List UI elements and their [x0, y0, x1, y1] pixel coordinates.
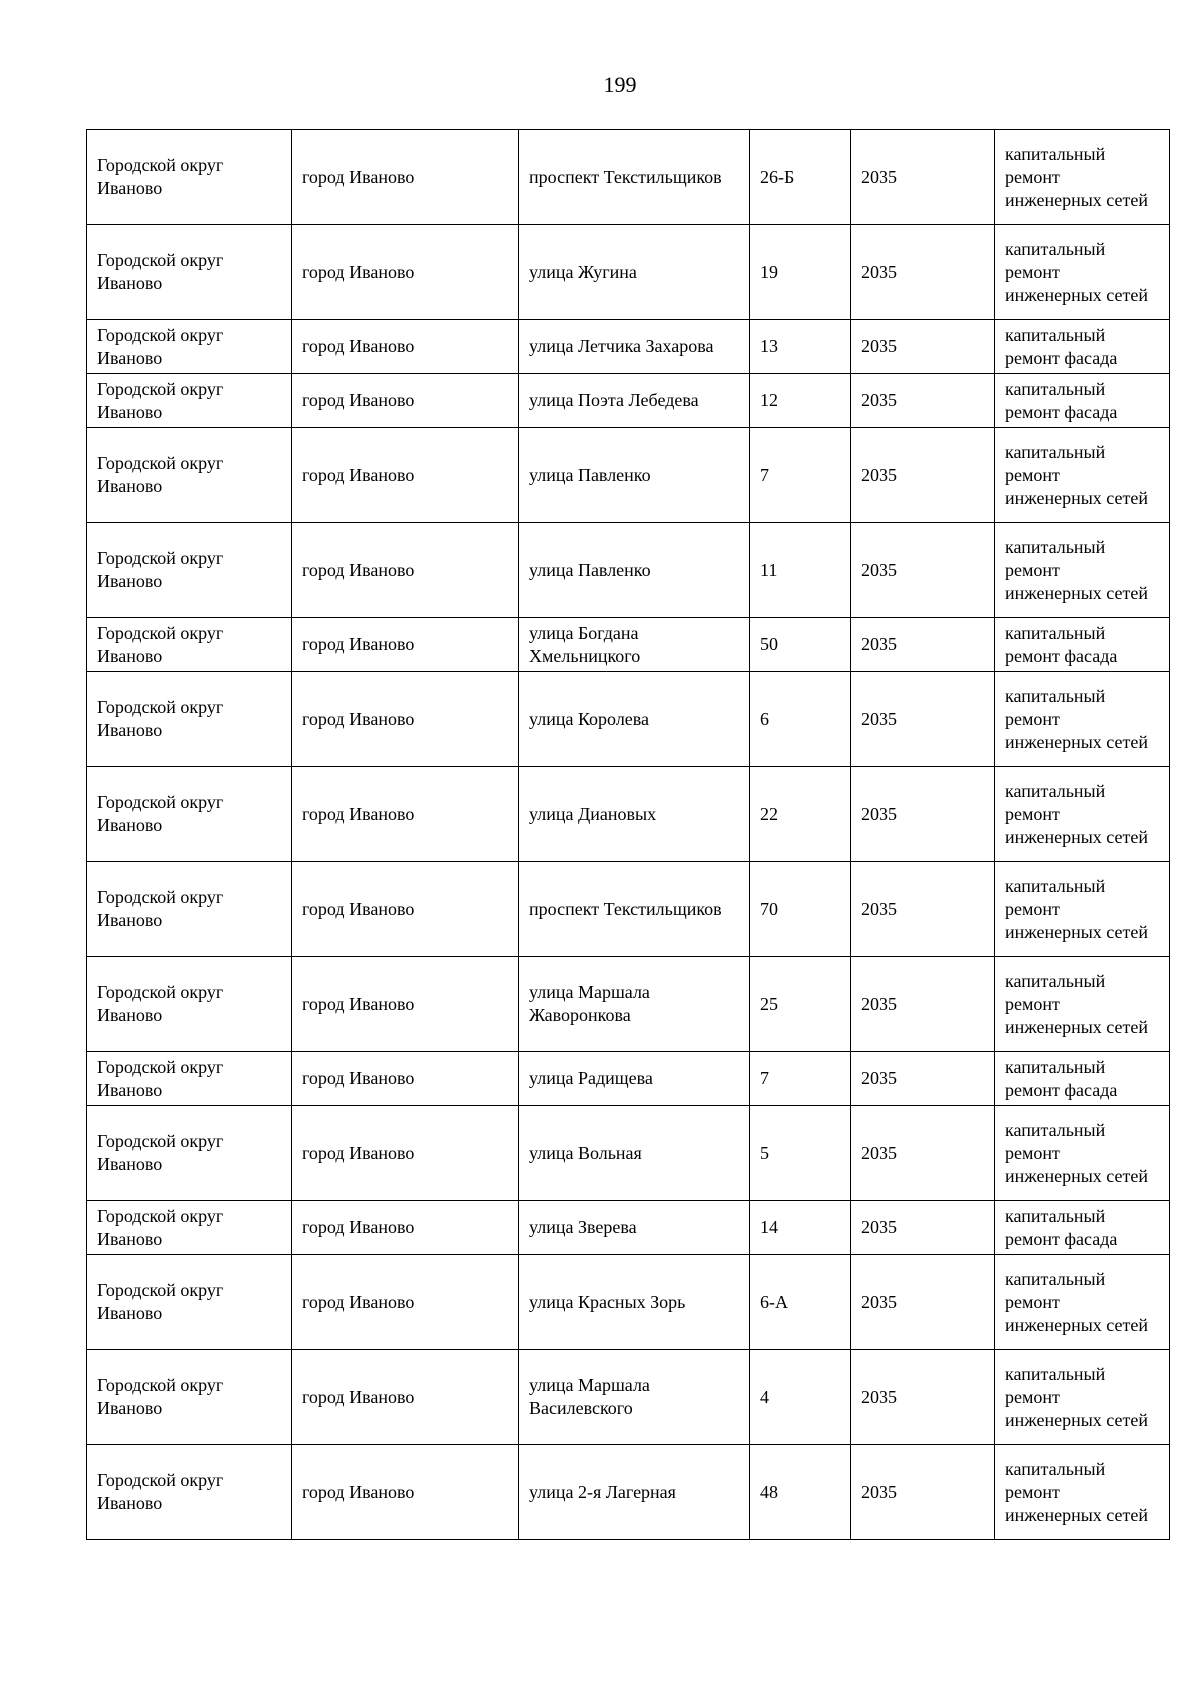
house-number-cell: 14: [750, 1201, 851, 1255]
settlement-cell: город Иваново: [292, 1106, 519, 1201]
district-cell: Городской округ Иваново: [87, 523, 292, 618]
table-row: [87, 523, 1170, 618]
street-cell: улица Красных Зорь: [519, 1255, 750, 1350]
district-cell: Городской округ Иваново: [87, 618, 292, 672]
street-cell: улица Богдана Хмельницкого: [519, 618, 750, 672]
year-cell: 2035: [851, 862, 995, 957]
year-cell: 2035: [851, 320, 995, 374]
work-type-cell: капитальный ремонт инженерных сетей: [995, 1350, 1170, 1445]
settlement-cell: город Иваново: [292, 1255, 519, 1350]
year-cell: 2035: [851, 1106, 995, 1201]
table-row: [87, 374, 1170, 428]
year-cell: 2035: [851, 1445, 995, 1540]
table-row: [87, 1201, 1170, 1255]
year-cell: 2035: [851, 767, 995, 862]
work-type-cell: капитальный ремонт фасада: [995, 1201, 1170, 1255]
house-number-cell: 7: [750, 428, 851, 523]
table-row: [87, 320, 1170, 374]
year-cell: 2035: [851, 523, 995, 618]
house-number-cell: 25: [750, 957, 851, 1052]
district-cell: Городской округ Иваново: [87, 672, 292, 767]
table-row: [87, 1106, 1170, 1201]
district-cell: Городской округ Иваново: [87, 225, 292, 320]
street-cell: улица 2-я Лагерная: [519, 1445, 750, 1540]
table-row: [87, 618, 1170, 672]
street-cell: улица Маршала Жаворонкова: [519, 957, 750, 1052]
house-number-cell: 13: [750, 320, 851, 374]
page-number: 199: [603, 72, 637, 97]
year-cell: 2035: [851, 428, 995, 523]
year-cell: 2035: [851, 1052, 995, 1106]
settlement-cell: город Иваново: [292, 1350, 519, 1445]
table-row: [87, 1445, 1170, 1540]
district-cell: Городской округ Иваново: [87, 1201, 292, 1255]
year-cell: 2035: [851, 130, 995, 225]
table-row: [87, 672, 1170, 767]
table-row: [87, 957, 1170, 1052]
house-number-cell: 11: [750, 523, 851, 618]
work-type-cell: капитальный ремонт инженерных сетей: [995, 862, 1170, 957]
work-type-cell: капитальный ремонт инженерных сетей: [995, 225, 1170, 320]
house-number-cell: 22: [750, 767, 851, 862]
work-type-cell: капитальный ремонт фасада: [995, 374, 1170, 428]
district-cell: Городской округ Иваново: [87, 862, 292, 957]
year-cell: 2035: [851, 957, 995, 1052]
settlement-cell: город Иваново: [292, 320, 519, 374]
district-cell: Городской округ Иваново: [87, 320, 292, 374]
district-cell: Городской округ Иваново: [87, 1052, 292, 1106]
street-cell: улица Королева: [519, 672, 750, 767]
table-row: [87, 428, 1170, 523]
street-cell: улица Павленко: [519, 523, 750, 618]
street-cell: улица Павленко: [519, 428, 750, 523]
house-number-cell: 6: [750, 672, 851, 767]
settlement-cell: город Иваново: [292, 767, 519, 862]
district-cell: Городской округ Иваново: [87, 1106, 292, 1201]
street-cell: улица Зверева: [519, 1201, 750, 1255]
year-cell: 2035: [851, 618, 995, 672]
table-row: [87, 1052, 1170, 1106]
work-type-cell: капитальный ремонт инженерных сетей: [995, 957, 1170, 1052]
work-type-cell: капитальный ремонт фасада: [995, 320, 1170, 374]
district-cell: Городской округ Иваново: [87, 1445, 292, 1540]
street-cell: проспект Текстильщиков: [519, 130, 750, 225]
work-type-cell: капитальный ремонт инженерных сетей: [995, 1445, 1170, 1540]
table-row: [87, 862, 1170, 957]
work-type-cell: капитальный ремонт инженерных сетей: [995, 1255, 1170, 1350]
district-cell: Городской округ Иваново: [87, 1350, 292, 1445]
street-cell: улица Летчика Захарова: [519, 320, 750, 374]
housing-repair-table: [86, 129, 1170, 1540]
table-row: [87, 1255, 1170, 1350]
settlement-cell: город Иваново: [292, 1201, 519, 1255]
house-number-cell: 70: [750, 862, 851, 957]
table-row: [87, 1350, 1170, 1445]
district-cell: Городской округ Иваново: [87, 957, 292, 1052]
house-number-cell: 4: [750, 1350, 851, 1445]
district-cell: Городской округ Иваново: [87, 428, 292, 523]
year-cell: 2035: [851, 1255, 995, 1350]
settlement-cell: город Иваново: [292, 225, 519, 320]
year-cell: 2035: [851, 225, 995, 320]
work-type-cell: капитальный ремонт инженерных сетей: [995, 523, 1170, 618]
table-row: [87, 225, 1170, 320]
street-cell: улица Радищева: [519, 1052, 750, 1106]
settlement-cell: город Иваново: [292, 130, 519, 225]
street-cell: улица Диановых: [519, 767, 750, 862]
year-cell: 2035: [851, 374, 995, 428]
work-type-cell: капитальный ремонт фасада: [995, 1052, 1170, 1106]
house-number-cell: 5: [750, 1106, 851, 1201]
table-row: [87, 130, 1170, 225]
settlement-cell: город Иваново: [292, 1052, 519, 1106]
work-type-cell: капитальный ремонт инженерных сетей: [995, 767, 1170, 862]
house-number-cell: 6-А: [750, 1255, 851, 1350]
year-cell: 2035: [851, 1350, 995, 1445]
street-cell: улица Вольная: [519, 1106, 750, 1201]
street-cell: проспект Текстильщиков: [519, 862, 750, 957]
house-number-cell: 12: [750, 374, 851, 428]
street-cell: улица Жугина: [519, 225, 750, 320]
house-number-cell: 19: [750, 225, 851, 320]
work-type-cell: капитальный ремонт инженерных сетей: [995, 672, 1170, 767]
work-type-cell: капитальный ремонт инженерных сетей: [995, 1106, 1170, 1201]
year-cell: 2035: [851, 672, 995, 767]
settlement-cell: город Иваново: [292, 957, 519, 1052]
street-cell: улица Маршала Василевского: [519, 1350, 750, 1445]
house-number-cell: 48: [750, 1445, 851, 1540]
table-row: [87, 767, 1170, 862]
house-number-cell: 7: [750, 1052, 851, 1106]
work-type-cell: капитальный ремонт инженерных сетей: [995, 130, 1170, 225]
district-cell: Городской округ Иваново: [87, 1255, 292, 1350]
house-number-cell: 50: [750, 618, 851, 672]
settlement-cell: город Иваново: [292, 862, 519, 957]
settlement-cell: город Иваново: [292, 428, 519, 523]
settlement-cell: город Иваново: [292, 672, 519, 767]
settlement-cell: город Иваново: [292, 618, 519, 672]
district-cell: Городской округ Иваново: [87, 130, 292, 225]
settlement-cell: город Иваново: [292, 523, 519, 618]
house-number-cell: 26-Б: [750, 130, 851, 225]
settlement-cell: город Иваново: [292, 1445, 519, 1540]
work-type-cell: капитальный ремонт инженерных сетей: [995, 428, 1170, 523]
district-cell: Городской округ Иваново: [87, 374, 292, 428]
year-cell: 2035: [851, 1201, 995, 1255]
street-cell: улица Поэта Лебедева: [519, 374, 750, 428]
settlement-cell: город Иваново: [292, 374, 519, 428]
work-type-cell: капитальный ремонт фасада: [995, 618, 1170, 672]
district-cell: Городской округ Иваново: [87, 767, 292, 862]
